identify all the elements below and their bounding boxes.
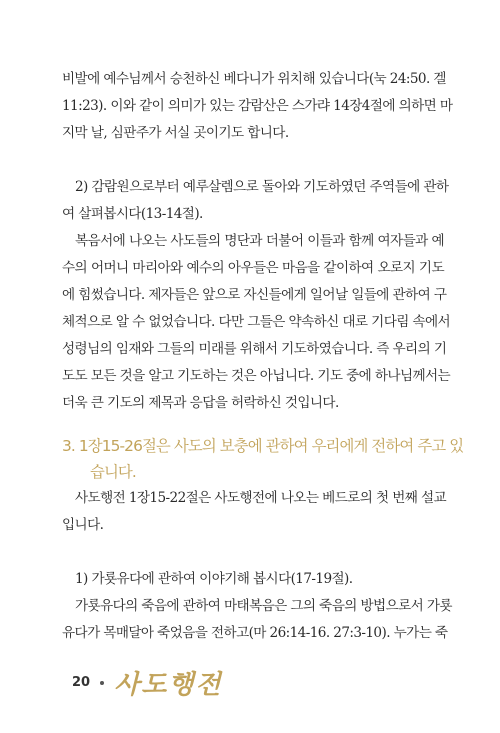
- section-heading: [62, 433, 464, 485]
- book-title: 사도행전: [114, 670, 223, 700]
- page-footer: [72, 664, 223, 701]
- text-line: 1) 가룟유다에 관하여 이야기해 봅시다(17-19절).: [75, 571, 353, 587]
- text-line: 여 살펴봅시다(13-14절).: [62, 206, 203, 222]
- text-line: 더욱 큰 기도의 제목과 응답을 허락하신 것입니다.: [62, 395, 339, 411]
- text-line: 비발에 예수님께서 승천하신 베다니가 위치해 있습니다(눅 24:50. 겔: [62, 71, 446, 87]
- heading-line: 습니다.: [90, 463, 136, 481]
- text-line: 가룟유다의 죽음에 관하여 마태복음은 그의 죽음의 방법으로서 가룟: [75, 598, 452, 614]
- text-line: 2) 감람원으로부터 예루살렘으로 돌아와 기도하였던 주역들에 관하: [75, 179, 449, 195]
- text-line: 사도행전 1장15-22절은 사도행전에 나오는 베드로의 첫 번째 설교: [75, 490, 447, 506]
- text-line: 유다가 목매달아 죽었음을 전하고(마 26:14-16. 27:3-10). 누가는 죽: [62, 625, 448, 641]
- text-line: 도도 모든 것을 알고 기도하는 것은 아닙니다. 기도 중에 하나님께서는: [62, 368, 451, 384]
- text-line: 성령님의 임재와 그들의 미래를 위해서 기도하였습니다. 즉 우리의 기: [62, 341, 447, 357]
- bullet-dot-icon: [100, 681, 104, 685]
- text-line: 입니다.: [62, 517, 104, 533]
- text-line: 체적으로 알 수 없었습니다. 다만 그들은 약속하신 대로 기다림 속에서: [62, 314, 451, 330]
- text-line: 복음서에 나오는 사도들의 명단과 더불어 이들과 함께 여자들과 예: [75, 233, 444, 249]
- text-line: 에 힘썼습니다. 제자들은 앞으로 자신들에게 일어날 일들에 관하여 구: [62, 287, 447, 303]
- text-line: 11:23). 이와 같이 의미가 있는 감람산은 스가랴 14장4절에 의하면 마: [62, 98, 453, 114]
- page-body: [62, 66, 464, 647]
- page-number: 20: [72, 675, 91, 690]
- text-line: 수의 어머니 마리아와 예수의 아우들은 마음을 같이하여 오로지 기도: [62, 260, 444, 276]
- text-line: 지막 날, 심판주가 서실 곳이기도 합니다.: [62, 125, 289, 141]
- heading-line: 3. 1장15-26절은 사도의 보충에 관하여 우리에게 전하여 주고 있: [62, 437, 464, 455]
